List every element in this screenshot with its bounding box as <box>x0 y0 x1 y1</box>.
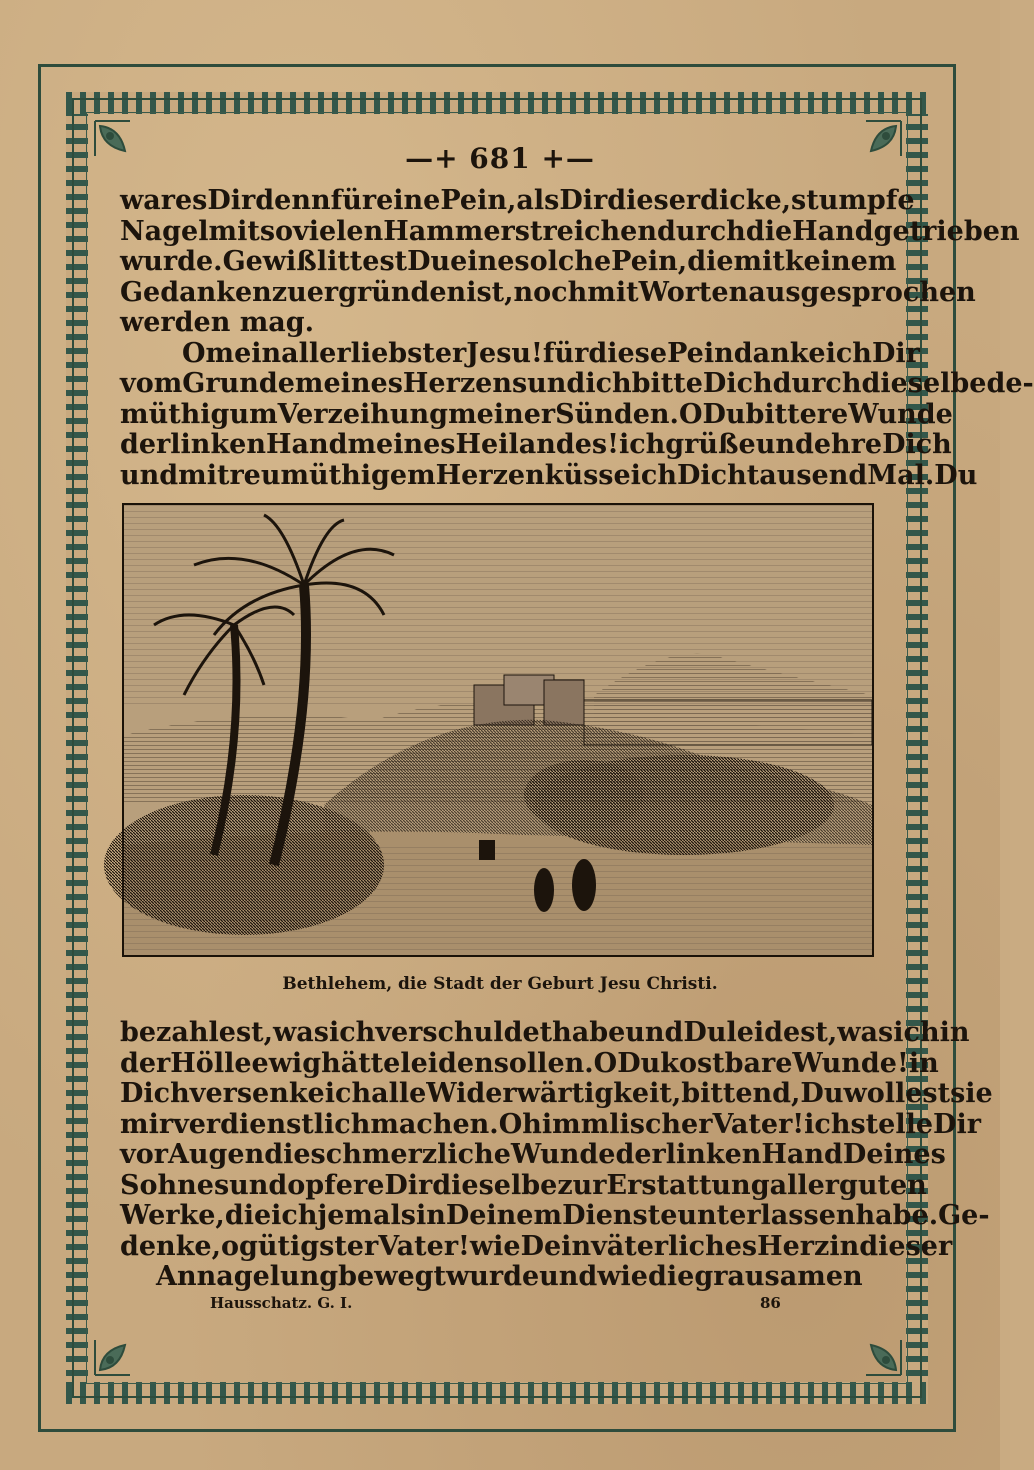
text-line: Sohnes und opfere Dir dieselbe zur Erstattung aller guten <box>120 1169 927 1201</box>
text-line: Gedanken zu ergründen ist, noch mit Worten ausgesprochen <box>120 276 976 308</box>
text-line: Nagel mit so vielen Hammerstreichen durch die Hand getrieben <box>120 215 1020 247</box>
paragraph-bottom <box>120 1017 993 1293</box>
footer-signature: Hausschatz. G. I. <box>210 1294 353 1312</box>
page-number: —+ 681 +— <box>405 142 595 175</box>
text-line: und mit reumüthigem Herzen küsse ich Dich tausend Mal. Du <box>120 459 978 491</box>
text-line: mir verdienstlich machen. O himmlischer Vater! ich stelle Dir <box>120 1108 981 1140</box>
text-line: vor Augen die schmerzliche Wunde der linken Hand Deines <box>120 1139 946 1170</box>
text-line: der Hölle ewig hätte leiden sollen. O Du kostbare Wunde! in <box>120 1047 939 1079</box>
ornamental-corner-icon <box>836 1310 906 1380</box>
text-line: Dich versenke ich alle Widerwärtigkeit, bittend, Du wollest sie <box>120 1078 993 1109</box>
paragraph-top <box>120 185 1034 491</box>
text-line: denke, o gütigster Vater! wie Dein väterliches Herz in dieser <box>120 1230 953 1262</box>
text-line: O mein allerliebster Jesu! für diese Pein danke ich Dir <box>182 337 920 369</box>
text-line: vom Grunde meines Herzens und ich bitte Dich durch dieselbe de- <box>120 368 1034 399</box>
text-line: werden mag. <box>120 307 315 338</box>
footer-sheet-number: 86 <box>760 1294 781 1312</box>
ornamental-corner-icon <box>90 1310 160 1380</box>
text-line: war es Dir denn für eine Pein, als Dir dieser dicke, stumpfe <box>120 185 915 216</box>
text-line: wurde. Gewiß littest Du eine solche Pein, die mit keinem <box>120 246 897 277</box>
text-line: müthig um Verzeihung meiner Sünden. O Du bittere Wunde <box>120 398 953 430</box>
text-line: bezahlest, was ich verschuldet habe und Du leidest, was ich in <box>120 1017 970 1048</box>
bethlehem-engraving <box>122 503 874 957</box>
illustration-caption: Bethlehem, die Stadt der Geburt Jesu Christi. <box>282 974 718 994</box>
text-line: der linken Hand meines Heilandes! ich grüße und ehre Dich <box>120 429 952 460</box>
text-line: Werke, die ich jemals in Deinem Dienste unterlassen habe. Ge- <box>120 1200 990 1231</box>
text-line: Annagelung bewegt wurde und wie die grausamen <box>156 1261 863 1292</box>
